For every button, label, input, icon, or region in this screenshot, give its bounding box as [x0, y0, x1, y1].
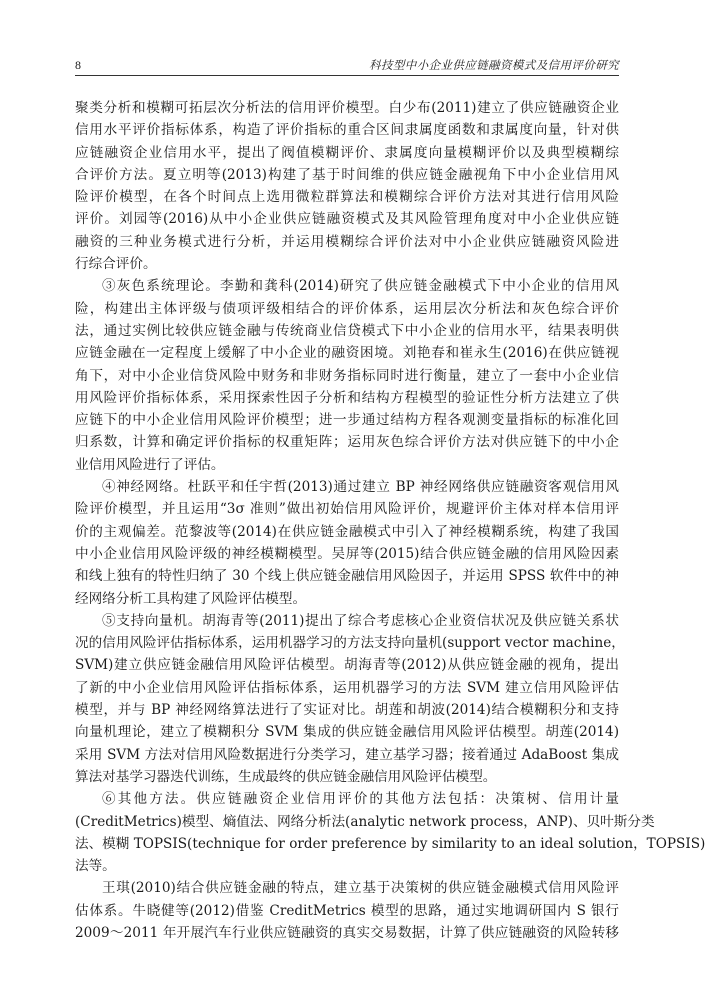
text-line: 况的信用风险评估指标体系，运用机器学习的方法支持向量机(support vector machine， — [75, 635, 625, 652]
text-line: SVM)建立供应链金融信用风险评估模型。胡海青等(2012)从供应链金融的视角，提出 — [75, 657, 619, 674]
text-line: 向量机理论，建立了模糊积分 SVM 集成的供应链金融信用风险评估模型。胡莲(2014) — [75, 724, 619, 741]
text-line: ⑥其他方法。供应链融资企业信用评价的其他方法包括：决策树、信用计量 — [102, 791, 619, 808]
text-line: 信用水平评价指标体系，构造了评价指标的重合区间隶属度函数和隶属度向量，针对供 — [75, 122, 619, 139]
text-line: 经网络分析工具构建了风险评估模型。 — [75, 590, 307, 607]
text-line: 合评价方法。夏立明等(2013)构建了基于时间维的供应链金融视角下中小企业信用风 — [75, 166, 619, 183]
text-line: 用风险评价指标体系，采用探索性因子分析和结构方程模型的验证性分析方法建立了供 — [75, 389, 619, 406]
running-title: 科技型中小企业供应链融资模式及信用评价研究 — [369, 58, 619, 72]
text-line: 采用 SVM 方法对信用风险数据进行分类学习，建立基学习器；接着通过 AdaBoost 集成 — [75, 746, 619, 763]
text-line: 业信用风险进行了评估。 — [75, 456, 225, 473]
text-line: 融资的三种业务模式进行分析，并运用模糊综合评价法对中小企业供应链融资风险进 — [75, 233, 619, 250]
text-line: 估体系。牛晓健等(2012)借鉴 CreditMetrics 模型的思路，通过实地调研国内 S 银行 — [75, 902, 619, 919]
text-line: 法，通过实例比较供应链金融与传统商业信贷模式下中小企业的信用水平，结果表明供 — [75, 322, 619, 339]
text-line: 应链金融在一定程度上缓解了中小企业的融资困境。刘艳春和崔永生(2016)在供应链视 — [75, 345, 619, 362]
text-line: 行综合评价。 — [75, 256, 157, 273]
text-line: 险评价模型，在各个时间点上选用微粒群算法和模糊综合评价方法对其进行信用风险 — [75, 189, 619, 206]
text-line: 价的主观偏差。范黎波等(2014)在供应链金融模式中引入了神经模糊系统，构建了我国 — [75, 523, 619, 540]
text-line: 王琪(2010)结合供应链金融的特点，建立基于决策树的供应链金融模式信用风险评 — [102, 880, 619, 897]
text-line: 归系数，计算和确定评价指标的权重矩阵；运用灰色综合评价方法对供应链下的中小企 — [75, 434, 619, 451]
text-line: 应链下的中小企业信用风险评价模型；进一步通过结构方程各观测变量指标的标准化回 — [75, 412, 619, 429]
text-line: 法等。 — [75, 858, 116, 875]
text-line: 险评价模型，并且运用“3σ 准则”做出初始信用风险评价，规避评价主体对样本信用评 — [75, 501, 619, 518]
text-line: 算法对基学习器迭代训练，生成最终的供应链金融信用风险评估模型。 — [75, 768, 497, 785]
body-text — [75, 97, 705, 944]
text-line: 法、模糊 TOPSIS(technique for order preference by similarity to an ideal solution，TOPSIS) — [75, 835, 705, 852]
text-line: 模型，并与 BP 神经网络算法进行了实证对比。胡莲和胡波(2014)结合模糊积分和支持 — [75, 702, 619, 719]
text-line: (CreditMetrics)模型、熵值法、网络分析法(analytic network process，ANP)、贝叶斯分类 — [75, 813, 655, 830]
text-line: 了新的中小企业信用风险评估指标体系，运用机器学习的方法 SVM 建立信用风险评估 — [75, 679, 619, 696]
text-line: ④神经网络。杜跃平和任宇哲(2013)通过建立 BP 神经网络供应链融资客观信用风 — [102, 479, 619, 496]
text-line: ③灰色系统理论。李勤和龚科(2014)研究了供应链金融模式下中小企业的信用风 — [102, 278, 619, 295]
text-line: 聚类分析和模糊可拓层次分析法的信用评价模型。白少布(2011)建立了供应链融资企业 — [75, 100, 619, 116]
text-line: 2009～2011 年开展汽车行业供应链融资的真实交易数据，计算了供应链融资的风险转移 — [75, 924, 619, 941]
text-line: ⑤支持向量机。胡海青等(2011)提出了综合考虑核心企业资信状况及供应链关系状 — [102, 612, 619, 629]
text-line: 角下，对中小企业信贷风险中财务和非财务指标同时进行衡量，建立了一套中小企业信 — [75, 367, 619, 384]
text-line: 险，构建出主体评级与债项评级相结合的评价体系，运用层次分析法和灰色综合评价 — [75, 300, 619, 317]
text-line: 应链融资企业信用水平，提出了阀值模糊评价、隶属度向量模糊评价以及典型模糊综 — [75, 144, 619, 161]
text-line: 评价。刘园等(2016)从中小企业供应链融资模式及其风险管理角度对中小企业供应链 — [75, 211, 619, 228]
text-line: 和线上独有的特性归纳了 30 个线上供应链金融信用风险因子，并运用 SPSS 软件中的神 — [75, 568, 619, 585]
page-number: 8 — [75, 58, 81, 72]
text-line: 中小企业信用风险评级的神经模糊模型。吴屏等(2015)结合供应链金融的信用风险因素 — [75, 545, 619, 562]
page-header — [75, 57, 619, 76]
